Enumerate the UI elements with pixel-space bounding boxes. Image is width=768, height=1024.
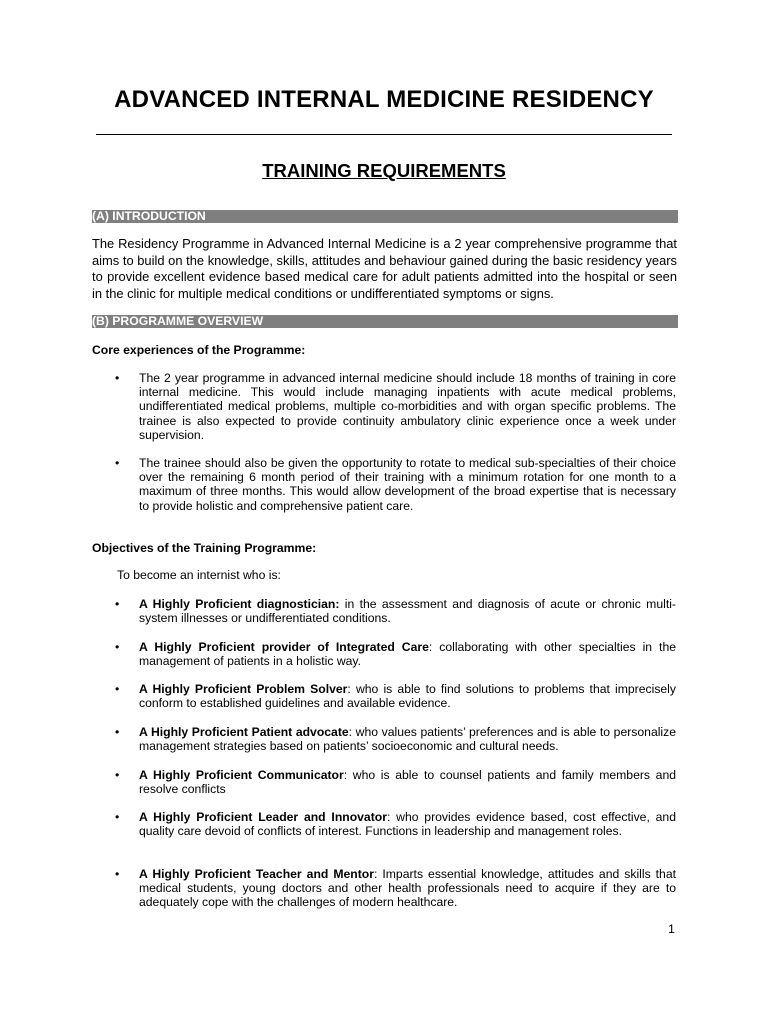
bullet-icon: • — [115, 597, 120, 611]
objective-title: A Highly Proficient Patient advocate — [139, 725, 349, 739]
core-experiences-heading: Core experiences of the Programme: — [92, 343, 306, 357]
document-title: ADVANCED INTERNAL MEDICINE RESIDENCY — [114, 86, 654, 113]
objective-item-7 — [139, 867, 676, 910]
bullet-icon: • — [115, 810, 120, 824]
objective-description: : who is able to counsel patients and family members and resolve conflicts — [139, 768, 676, 797]
objective-item-5 — [139, 768, 676, 796]
objective-description: : Imparts essential knowledge, attitudes and skills that medical students, young doctors and other health professionals need to acquire if they are to adequately cope with the challenges of modern healthcare. — [139, 867, 677, 910]
objective-item-6 — [139, 810, 676, 838]
objectives-heading: Objectives of the Training Programme: — [92, 541, 317, 555]
document-subtitle: TRAINING REQUIREMENTS — [262, 160, 506, 181]
bullet-icon: • — [115, 640, 120, 654]
bullet-icon: • — [115, 682, 120, 696]
bullet-icon: • — [115, 456, 120, 470]
objective-item-1 — [139, 597, 676, 625]
objective-title: A Highly Proficient Teacher and Mentor — [139, 867, 374, 881]
page-number: 1 — [668, 922, 675, 936]
objective-description: : collaborating with other specialties in the management of patients in a holistic way. — [139, 640, 676, 669]
objective-title: A Highly Proficient Leader and Innovator — [139, 810, 387, 824]
bullet-icon: • — [115, 371, 120, 385]
objective-description: : who is able to find solutions to problems that imprecisely conform to established guidelines and available evidence. — [139, 682, 676, 711]
core-bullet-1: The 2 year programme in advanced internal medicine should include 18 months of training in core internal medicine. This would include managing inpatients with acute medical problems, undifferentiated medical problems, multiple co-morbidities and with organ specific problems. The trainee is also expected to provide continuity ambulatory clinic experience once a week under supervision. — [139, 371, 676, 442]
objective-title: A Highly Proficient diagnostician: — [139, 597, 340, 611]
objective-item-2 — [139, 640, 676, 668]
bullet-icon: • — [115, 867, 120, 881]
objective-description: in the assessment and diagnosis of acute or chronic multi-system illnesses or undifferentiated conditions. — [139, 597, 676, 626]
objective-item-3 — [139, 682, 676, 710]
bullet-icon: • — [115, 725, 120, 739]
objective-title: A Highly Proficient Problem Solver — [139, 682, 348, 696]
objective-title: A Highly Proficient Communicator — [139, 768, 344, 782]
objective-title: A Highly Proficient provider of Integrated Care — [139, 640, 429, 654]
objectives-intro: To become an internist who is: — [117, 568, 281, 582]
introduction-paragraph: The Residency Programme in Advanced Internal Medicine is a 2 year comprehensive programme that aims to build on the knowledge, skills, attitudes and behaviour gained during the basic residency years to provide excellent evidence based medical care for adult patients admitted into the hospital or seen in the clinic for multiple medical conditions or undifferentiated symptoms or signs. — [92, 236, 677, 301]
objective-item-4 — [139, 725, 676, 753]
bullet-icon: • — [115, 768, 120, 782]
core-bullet-2: The trainee should also be given the opportunity to rotate to medical sub-specialties of their choice over the remaining 6 month period of their training with a minimum rotation for one month to a maximum of three months. This would allow development of the broad expertise that is necessary to provide holistic and comprehensive patient care. — [139, 456, 676, 513]
section-b-heading: (B) PROGRAMME OVERVIEW — [92, 315, 678, 328]
title-divider — [96, 134, 672, 135]
objective-description: : who provides evidence based, cost effective, and quality care devoid of conflicts of interest. Functions in leadership and management roles. — [139, 810, 676, 839]
section-a-heading: (A) INTRODUCTION — [92, 210, 678, 223]
objective-description: : who values patients’ preferences and is able to personalize management strategies based on patients’ socioeconomic and cultural needs. — [139, 725, 677, 754]
